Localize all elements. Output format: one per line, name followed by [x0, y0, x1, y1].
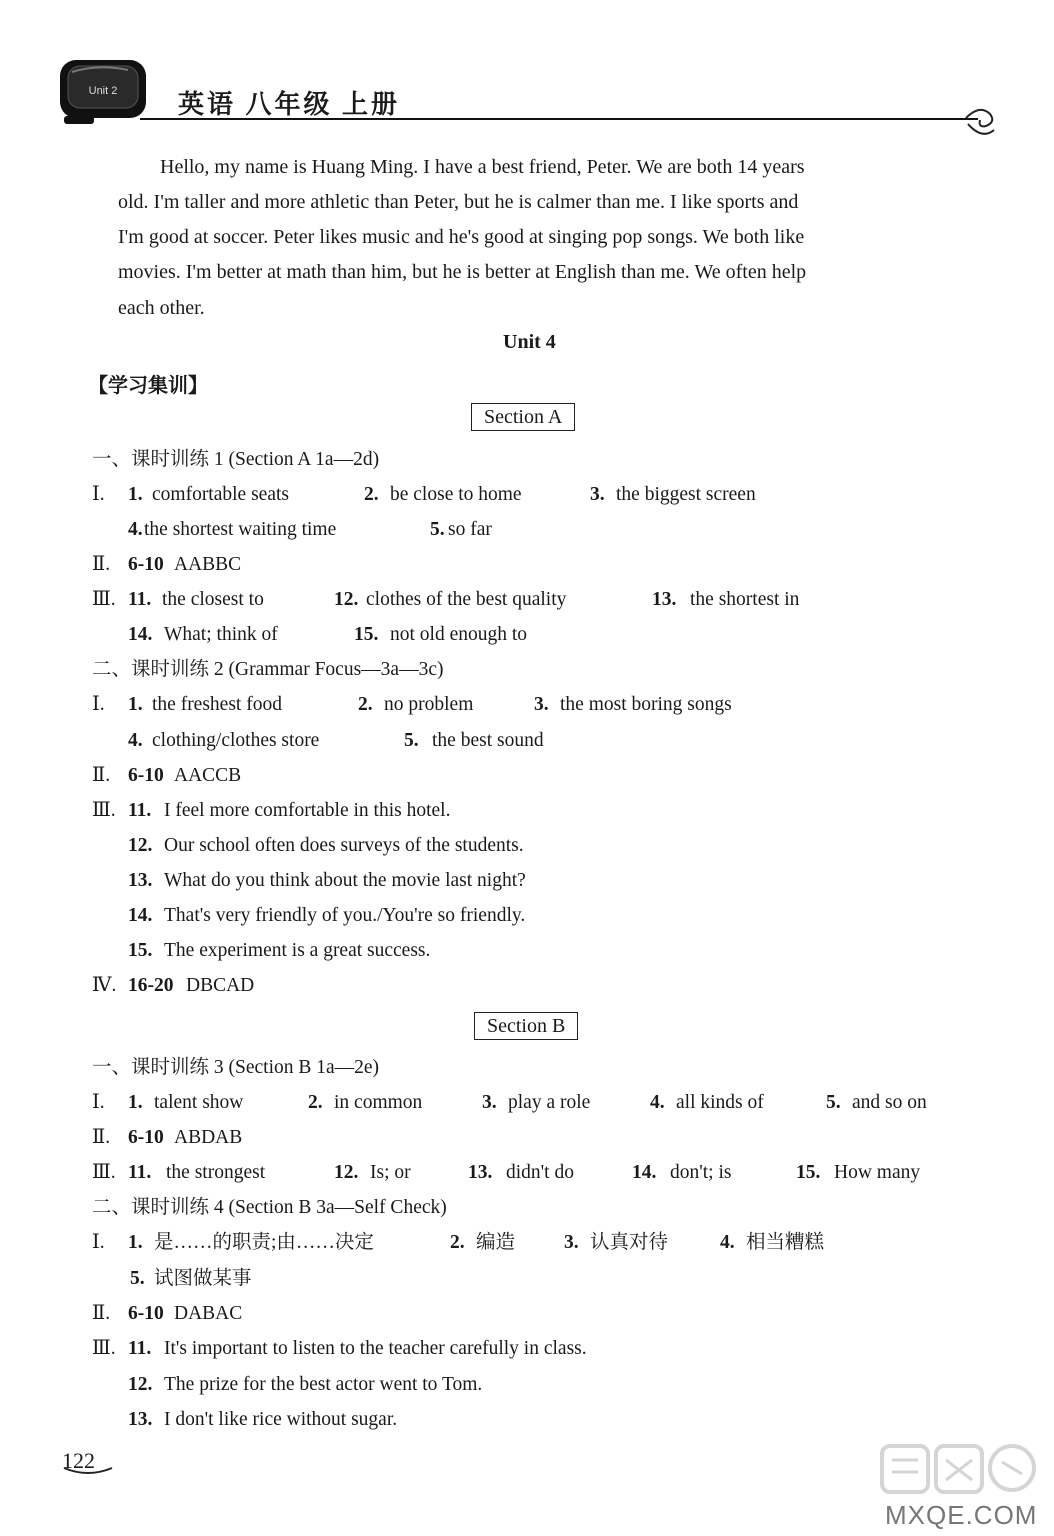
item-number: 14.: [128, 624, 153, 645]
part-iii-label: Ⅲ.: [92, 800, 116, 821]
lesson-1-title: 一、课时训练 1 (Section A 1a—2d): [92, 449, 380, 470]
answer-text: the shortest in: [690, 589, 800, 610]
swirl-ornament-icon: [960, 100, 1000, 144]
book-title: 英语 八年级 上册: [178, 90, 401, 119]
item-number: 15.: [796, 1162, 821, 1183]
item-number: 12.: [128, 1374, 153, 1395]
item-number: 1.: [128, 1232, 143, 1253]
header-rule: [140, 118, 978, 120]
lesson-3-title: 一、课时训练 3 (Section B 1a—2e): [92, 1057, 380, 1078]
item-number: 2.: [450, 1232, 465, 1253]
choice-answers: AACCB: [174, 765, 242, 786]
item-number: 1.: [128, 1092, 143, 1113]
part-ii-label: Ⅱ.: [92, 765, 111, 786]
item-number: 4.: [650, 1092, 665, 1113]
item-number: 14.: [632, 1162, 657, 1183]
paragraph-line-5: each other.: [118, 297, 205, 319]
item-number: 13.: [652, 589, 677, 610]
paragraph-line-2: old. I'm taller and more athletic than Peter, but he is calmer than me. I like sports and: [118, 191, 799, 213]
item-number: 5.: [404, 730, 419, 751]
study-section-label: 【学习集训】: [88, 375, 208, 397]
item-number: 5.: [430, 519, 445, 540]
item-number: 12.: [334, 1162, 359, 1183]
part-iv-label: Ⅳ.: [92, 975, 117, 996]
answer-text: in common: [334, 1092, 423, 1113]
answer-text: 认真对待: [590, 1232, 669, 1253]
item-number: 3.: [534, 694, 549, 715]
part-iii-label: Ⅲ.: [92, 589, 116, 610]
part-ii-label: Ⅱ.: [92, 1303, 111, 1324]
item-number: 13.: [128, 1409, 153, 1430]
choice-answers: DABAC: [174, 1303, 243, 1324]
answer-text: didn't do: [506, 1162, 574, 1183]
page-number-underline-icon: [62, 1466, 114, 1476]
answer-sentence: What do you think about the movie last night?: [164, 870, 526, 891]
answer-text: 编造: [476, 1232, 516, 1253]
answer-text: comfortable seats: [152, 484, 289, 505]
section-a-heading: Section A: [471, 403, 575, 431]
answer-text: be close to home: [390, 484, 522, 505]
answer-text: the freshest food: [152, 694, 282, 715]
item-number: 13.: [128, 870, 153, 891]
section-b-heading: Section B: [474, 1012, 578, 1040]
item-number: 1.: [128, 694, 143, 715]
item-number: 3.: [482, 1092, 497, 1113]
item-range: 16-20: [128, 975, 174, 996]
item-number: 14.: [128, 905, 153, 926]
answer-text: so far: [448, 519, 492, 540]
item-number: 12.: [128, 835, 153, 856]
page-number: 122: [62, 1448, 95, 1473]
item-number: 5.: [130, 1268, 145, 1289]
part-ii-label: Ⅱ.: [92, 554, 111, 575]
answer-sentence: The prize for the best actor went to Tom.: [164, 1374, 483, 1395]
item-number: 4.: [720, 1232, 735, 1253]
item-number: 3.: [590, 484, 605, 505]
item-number: 13.: [468, 1162, 493, 1183]
item-range: 6-10: [128, 765, 164, 786]
choice-answers: DBCAD: [186, 975, 255, 996]
part-i-label: Ⅰ.: [92, 1092, 105, 1113]
answer-text: the strongest: [166, 1162, 266, 1183]
unit-title: Unit 4: [503, 331, 556, 353]
item-range: 6-10: [128, 554, 164, 575]
item-number: 3.: [564, 1232, 579, 1253]
answer-text: all kinds of: [676, 1092, 764, 1113]
part-ii-label: Ⅱ.: [92, 1127, 111, 1148]
answer-sentence: I don't like rice without sugar.: [164, 1409, 398, 1430]
part-iii-label: Ⅲ.: [92, 1162, 116, 1183]
answer-text: 试图做某事: [154, 1268, 252, 1289]
watermark-text: MXQE.COM: [885, 1500, 1038, 1530]
answer-text: 是……的职责;由……决定: [154, 1232, 374, 1253]
item-number: 1.: [128, 484, 143, 505]
answer-text: the shortest waiting time: [144, 519, 337, 540]
answer-text: not old enough to: [390, 624, 528, 645]
paragraph-line-3: I'm good at soccer. Peter likes music and he's good at singing pop songs. We both like: [118, 226, 805, 248]
answer-text: the closest to: [162, 589, 264, 610]
lesson-4-title: 二、课时训练 4 (Section B 3a—Self Check): [92, 1197, 447, 1218]
answer-text: play a role: [508, 1092, 591, 1113]
choice-answers: AABBC: [174, 554, 242, 575]
item-number: 5.: [826, 1092, 841, 1113]
item-number: 2.: [364, 484, 379, 505]
item-number: 4.: [128, 519, 143, 540]
item-number: 11.: [128, 800, 152, 821]
answer-sentence: That's very friendly of you./You're so friendly.: [164, 905, 526, 926]
answer-text: Is; or: [370, 1162, 411, 1183]
item-number: 11.: [128, 1162, 152, 1183]
answer-text: What; think of: [164, 624, 278, 645]
answer-text: don't; is: [670, 1162, 732, 1183]
answer-text: the best sound: [432, 730, 544, 751]
item-number: 15.: [128, 940, 153, 961]
answer-text: 相当糟糕: [746, 1232, 825, 1253]
part-i-label: Ⅰ.: [92, 484, 105, 505]
answer-sentence: It's important to listen to the teacher carefully in class.: [164, 1338, 587, 1359]
answer-text: clothing/clothes store: [152, 730, 320, 751]
item-number: 11.: [128, 589, 152, 610]
part-iii-label: Ⅲ.: [92, 1338, 116, 1359]
item-number: 12.: [334, 589, 359, 610]
paragraph-line-1: Hello, my name is Huang Ming. I have a best friend, Peter. We are both 14 years: [160, 156, 805, 178]
answer-text: the biggest screen: [616, 484, 756, 505]
item-number: 2.: [308, 1092, 323, 1113]
item-range: 6-10: [128, 1127, 164, 1148]
answer-text: and so on: [852, 1092, 927, 1113]
tv-logo-icon: [58, 56, 150, 126]
choice-answers: ABDAB: [174, 1127, 243, 1148]
item-range: 6-10: [128, 1303, 164, 1324]
item-number: 2.: [358, 694, 373, 715]
answer-text: no problem: [384, 694, 474, 715]
part-i-label: Ⅰ.: [92, 1232, 105, 1253]
answer-sentence: The experiment is a great success.: [164, 940, 431, 961]
answer-sentence: I feel more comfortable in this hotel.: [164, 800, 451, 821]
paragraph-line-4: movies. I'm better at math than him, but he is better at English than me. We often help: [118, 261, 807, 283]
tv-logo-text: Unit 2: [88, 85, 118, 97]
answer-text: the most boring songs: [560, 694, 732, 715]
answer-text: talent show: [154, 1092, 244, 1113]
answer-text: How many: [834, 1162, 921, 1183]
item-number: 4.: [128, 730, 143, 751]
answer-sentence: Our school often does surveys of the students.: [164, 835, 524, 856]
answer-text: clothes of the best quality: [366, 589, 567, 610]
part-i-label: Ⅰ.: [92, 694, 105, 715]
item-number: 11.: [128, 1338, 152, 1359]
lesson-2-title: 二、课时训练 2 (Grammar Focus—3a—3c): [92, 659, 444, 680]
item-number: 15.: [354, 624, 379, 645]
